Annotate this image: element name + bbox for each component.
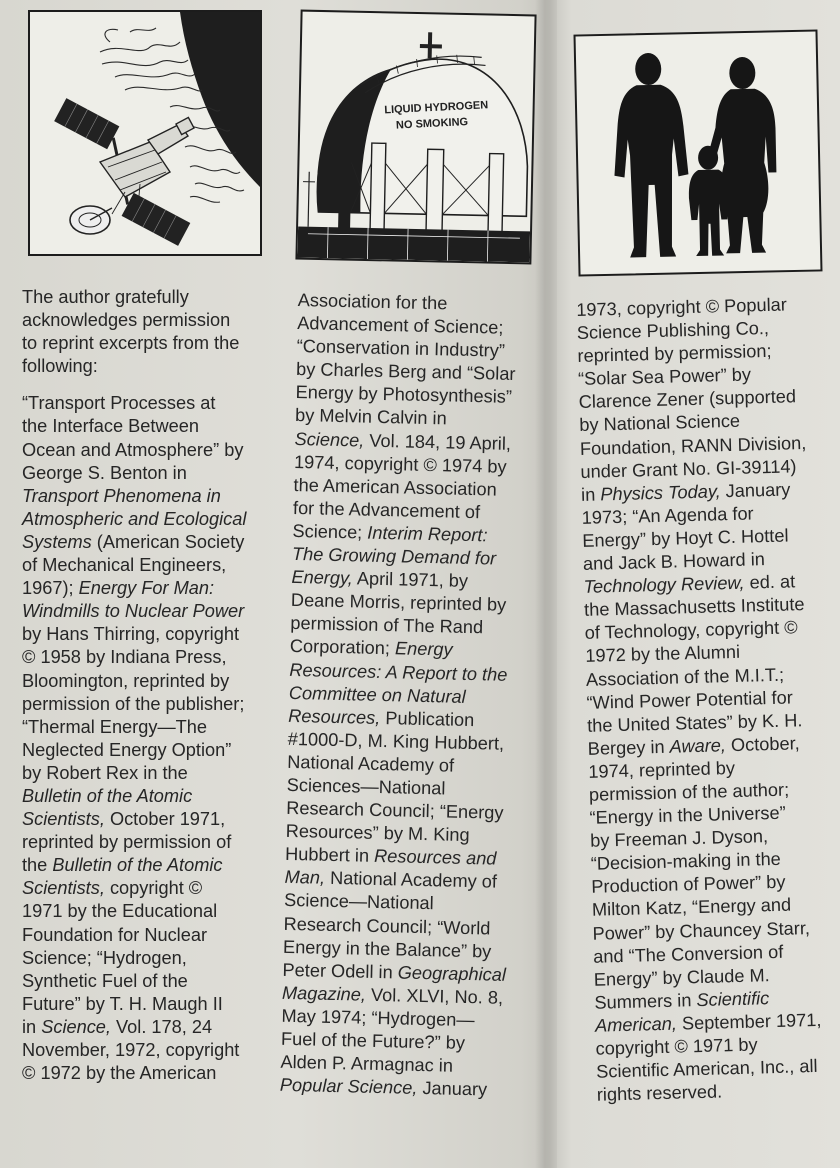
italic-title-text: Energy, [291, 567, 354, 589]
text-segment: Bloomington, reprinted by [22, 670, 230, 691]
text-segment: Ocean and Atmosphere” by [22, 439, 244, 460]
text-segment: #1000-D, M. King Hubbert, [287, 728, 505, 754]
text-segment: April 1971, by [352, 568, 469, 592]
column-lines [576, 292, 840, 1107]
italic-title-text: Committee on Natural [288, 682, 466, 707]
italic-title-text: Bulletin of the Atomic [22, 785, 193, 806]
text-segment: Synthetic Fuel of the [22, 970, 188, 991]
text-segment: Foundation for Nuclear [22, 924, 208, 945]
text-segment: Deane Morris, reprinted by [290, 590, 507, 616]
text-segment: Energy” by Hoyt C. Hottel [582, 525, 789, 551]
text-segment: the [22, 855, 53, 876]
page-gutter [535, 0, 557, 1168]
italic-title-text: Atmospheric and Ecological [22, 508, 247, 529]
text-line [22, 762, 272, 785]
italic-title-text: Physics Today, [600, 481, 721, 505]
text-segment: Vol. 178, 24 [110, 1016, 213, 1037]
text-segment: Publication [380, 707, 475, 730]
text-segment: of Mechanical Engineers, [22, 555, 227, 576]
text-line [22, 531, 272, 554]
text-line [22, 1062, 272, 1085]
text-line [22, 900, 272, 923]
text-line [22, 993, 272, 1016]
intro-line: to reprint excerpts from the [22, 333, 240, 354]
italic-title-text: Windmills to Nuclear Power [22, 601, 245, 622]
text-segment: Research Council; “World [283, 913, 491, 939]
text-segment: Power” by Chauncey Starr, [592, 917, 811, 944]
text-segment: copyright © [104, 878, 203, 899]
text-segment: by Hans Thirring, copyright [22, 624, 239, 645]
text-segment: reprinted by permission of [22, 832, 232, 853]
text-segment: Milton Katz, “Energy and [591, 895, 792, 921]
text-segment: Clarence Zener (supported [578, 386, 797, 413]
text-segment: October 1971, [104, 809, 226, 830]
text-segment: January [720, 479, 791, 502]
acknowledgements-column-middle [280, 289, 538, 1103]
text-segment: Resources” by M. King [285, 821, 470, 846]
text-segment: Research Council; “Energy [285, 797, 504, 823]
text-segment: for the Advancement of [292, 497, 481, 523]
text-segment: “Decision-making in the [590, 849, 782, 875]
text-line [22, 1039, 272, 1062]
text-segment: Future” by T. H. Maugh II [22, 993, 223, 1014]
text-segment: Fuel of the Future?” by [280, 1028, 466, 1053]
text-segment: Science Publishing Co., [576, 318, 770, 344]
text-segment: by National Science [579, 411, 741, 436]
text-line [22, 947, 272, 970]
text-segment: the United States” by K. H. [586, 709, 803, 736]
italic-title-text: Geographical [397, 962, 507, 985]
italic-title-text: Aware, [669, 735, 727, 757]
text-segment: the Interface Between [22, 416, 199, 437]
text-segment: Neglected Energy Option” [22, 739, 232, 760]
text-line [22, 415, 272, 438]
text-segment: Corporation; [289, 636, 396, 659]
text-line [22, 970, 272, 993]
text-line [22, 877, 272, 900]
text-line [22, 623, 272, 646]
text-segment: 1973, copyright © Popular [576, 294, 788, 320]
text-segment: Vol. 184, 19 April, [364, 430, 512, 454]
acknowledgements-intro [22, 286, 272, 378]
text-segment: in [580, 484, 601, 505]
text-segment: Energy by Photosynthesis” [295, 382, 513, 408]
italic-title-text: Scientific [696, 987, 770, 1010]
text-line [22, 670, 272, 693]
text-segment: October, [725, 733, 800, 756]
italic-title-text: Technology Review, [583, 572, 745, 598]
text-segment: “Energy in the Universe” [589, 802, 786, 828]
text-segment: ed. at [744, 571, 796, 593]
text-segment: © 1972 by the American [22, 1063, 217, 1084]
text-segment: and Jack B. Howard in [582, 549, 766, 574]
text-segment: Scientific American, Inc., all [595, 1056, 818, 1082]
text-segment: Energy in the Balance” by [282, 936, 492, 962]
text-segment: Science; “Hydrogen, [22, 947, 187, 968]
text-segment: in [22, 1016, 42, 1037]
acknowledgements-column-right [576, 292, 840, 1107]
text-segment: Energy” by Claude M. [593, 964, 770, 990]
text-line [22, 808, 272, 831]
text-line [22, 854, 272, 877]
text-segment: copyright © 1971 by [595, 1034, 758, 1059]
text-segment: Association for the [297, 289, 448, 314]
intro-line: The author gratefully [22, 287, 189, 307]
text-segment: “Wind Power Potential for [586, 687, 793, 713]
text-segment: Production of Power” by [591, 872, 786, 898]
text-segment: May 1974; “Hydrogen— [281, 1005, 475, 1031]
italic-title-text: Popular Science, [279, 1074, 418, 1099]
text-line [280, 1074, 520, 1103]
italic-title-text: Interim Report: [367, 522, 488, 546]
hydrogen-tank-illustration-icon [295, 10, 536, 265]
text-segment: (American Society [91, 531, 245, 552]
text-segment: Science; [292, 520, 368, 543]
text-segment: 1972 by the Alumni [585, 642, 741, 667]
text-line [22, 439, 272, 462]
text-line [22, 646, 272, 669]
text-segment: 1973; “An Agenda for [581, 503, 754, 528]
text-segment: permission of the publisher; [22, 693, 245, 714]
family-silhouette-illustration-icon [573, 29, 822, 276]
text-line [22, 392, 272, 415]
text-segment: Alden P. Armagnac in [280, 1051, 454, 1076]
text-segment: 1974, copyright © 1974 by [293, 451, 507, 477]
text-segment: by Charles Berg and “Solar [295, 359, 516, 385]
text-segment: reprinted by permission; [577, 341, 772, 367]
text-line [22, 600, 272, 623]
text-segment: and “The Conversion of [592, 941, 784, 967]
italic-title-text: Resources, [288, 705, 381, 728]
text-segment: Summers in [594, 989, 697, 1013]
text-segment: 1971 by the Educational [22, 901, 218, 922]
text-segment: National Academy of [287, 751, 455, 776]
italic-title-text: Resources and [373, 846, 497, 869]
text-segment: Vol. XLVI, No. 8, [365, 984, 504, 1008]
italic-title-text: Transport Phenomena in [22, 485, 221, 506]
text-segment: “Solar Sea Power” by [577, 364, 752, 390]
text-segment: Association of the M.I.T.; [585, 664, 785, 690]
intro-line: acknowledges permission [22, 310, 231, 331]
italic-title-text: Science, [294, 428, 365, 451]
italic-title-text: Bulletin of the Atomic [52, 855, 223, 876]
text-segment: Bergey in [587, 736, 670, 759]
text-segment: rights reserved. [596, 1081, 723, 1105]
text-segment: January [417, 1078, 488, 1100]
satellite-illustration-icon [28, 10, 262, 256]
text-segment: Science—National [283, 890, 434, 914]
column-lines [280, 289, 538, 1103]
italic-title-text: Resources: A Report to the [289, 659, 508, 685]
text-segment: Foundation, RANN Division, [579, 432, 807, 459]
text-line [22, 485, 272, 508]
text-line [22, 716, 272, 739]
text-segment: by Freeman J. Dyson, [589, 826, 769, 851]
tank-sign-line-1: LIQUID HYDROGEN [384, 99, 489, 117]
text-segment: permission of The Rand [290, 613, 484, 638]
italic-title-text: Science, [41, 1016, 111, 1037]
text-segment: 1967); [22, 578, 79, 599]
text-segment: Hubbert in [284, 844, 375, 867]
italic-title-text: The Growing Demand for [291, 543, 497, 569]
italic-title-text: Magazine, [281, 982, 367, 1005]
text-segment: © 1958 by Indiana Press, [22, 647, 227, 668]
italic-title-text: Man, [284, 867, 326, 889]
text-segment: “Thermal Energy—The [22, 716, 207, 737]
text-line [22, 693, 272, 716]
italic-title-text: Systems [22, 531, 92, 552]
text-line [22, 924, 272, 947]
italic-title-text: Scientists, [22, 878, 105, 899]
text-segment: “Conservation in Industry” [296, 336, 506, 361]
text-line [22, 508, 272, 531]
italic-title-text: American, [594, 1013, 678, 1036]
text-segment: November, 1972, copyright [22, 1040, 240, 1060]
text-line [22, 462, 272, 485]
text-segment: under Grant No. GI-39114) [580, 455, 797, 482]
paragraph-gap [22, 378, 272, 392]
text-segment: 1974, reprinted by [588, 757, 736, 782]
italic-title-text: Energy [394, 638, 453, 661]
text-line [22, 554, 272, 577]
italic-title-text: Energy For Man: [78, 578, 215, 599]
text-segment: Peter Odell in [282, 959, 399, 983]
acknowledgements-column-left [22, 286, 272, 1085]
intro-line: following: [22, 356, 98, 377]
text-segment: September 1971, [676, 1009, 822, 1034]
text-segment: the American Association [293, 474, 497, 500]
text-segment: the Massachusetts Institute [583, 594, 805, 621]
text-segment: National Academy of [324, 868, 498, 893]
text-line [22, 785, 272, 808]
text-segment: “Transport Processes at [22, 393, 216, 414]
text-line [22, 739, 272, 762]
text-segment: by Robert Rex in the [22, 762, 188, 783]
text-line [22, 577, 272, 600]
text-segment: Sciences—National [286, 774, 446, 799]
italic-title-text: Scientists, [22, 809, 105, 830]
text-segment: of Technology, copyright © [584, 617, 798, 644]
text-segment: permission of the author; [588, 779, 790, 805]
text-segment: George S. Benton in [22, 462, 187, 483]
column-lines [22, 392, 272, 1085]
text-line [22, 831, 272, 854]
text-segment: Advancement of Science; [296, 313, 504, 338]
text-line [22, 1016, 272, 1039]
tank-sign-line-2: NO SMOKING [395, 116, 469, 132]
text-segment: by Melvin Calvin in [294, 405, 447, 429]
